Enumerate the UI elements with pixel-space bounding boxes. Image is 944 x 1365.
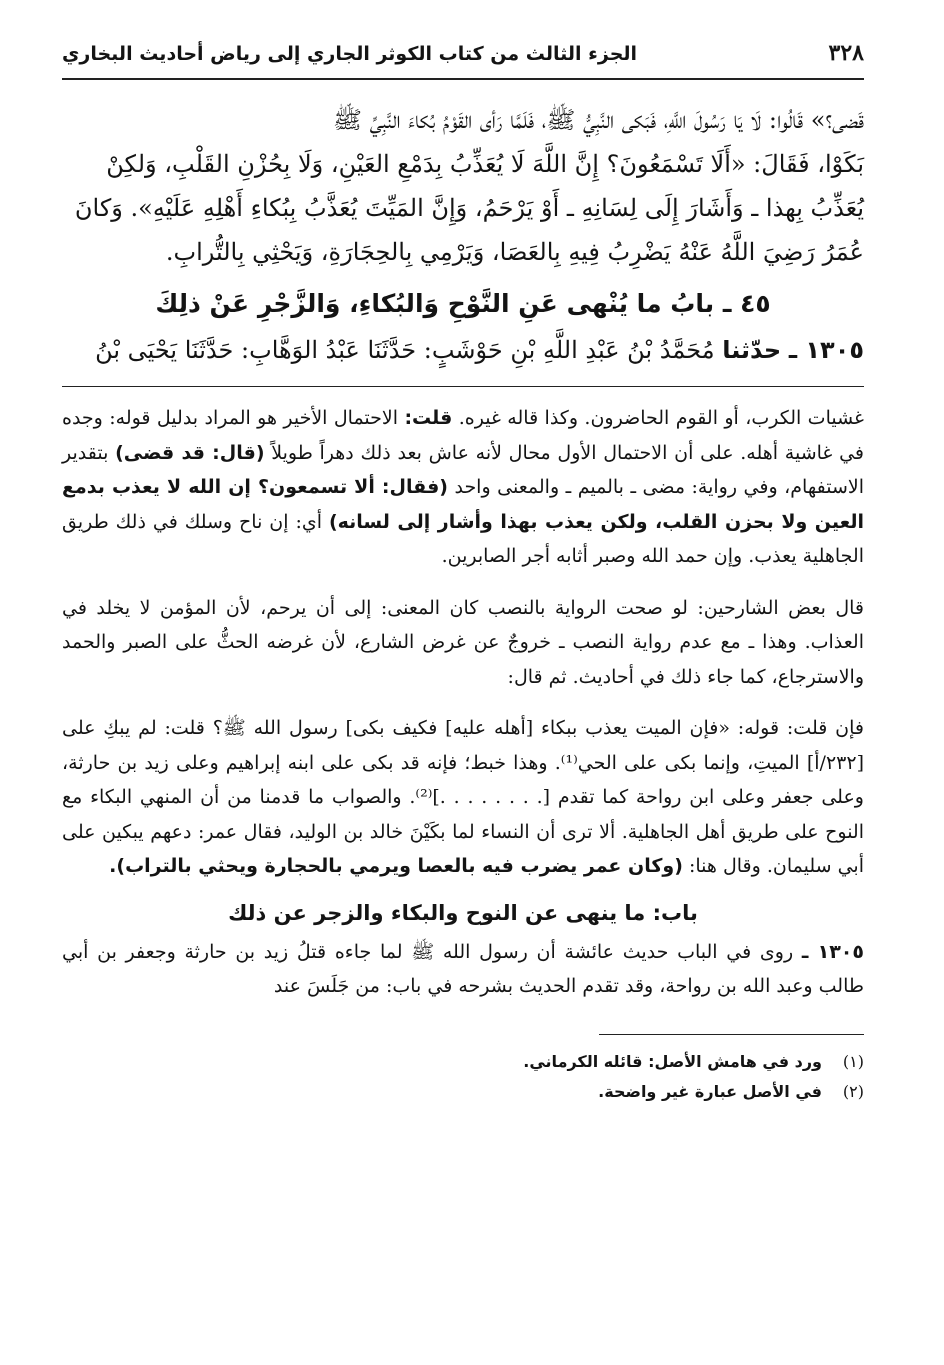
hadith-lead: حدّثنا <box>722 336 782 364</box>
footnote-text: في الأصل عبارة غير واضحة. <box>598 1081 822 1101</box>
commentary-text: روى في الباب حديث عائشة أن رسول الله ﷺ لما جاءه قتلُ زيد بن حارثة وجعفر بن أبي طالب وعبد الله بن رواحة، وقد تقدم الحديث بشرحه في باب: من جَلَسَ عند <box>62 940 864 997</box>
chapter-heading: ٤٥ ـ بابُ ما يُنْهى عَنِ النَّوْحِ وَالبُكاءِ، وَالزَّجْرِ عَنْ ذلِكَ <box>155 289 771 318</box>
hadith-number: ١٣٠٥ ـ <box>788 336 864 364</box>
footnote-text: ورد في هامش الأصل: قائله الكرماني. <box>523 1051 822 1071</box>
matn-line: بَكَوْا، فَقَالَ: «أَلَا تَسْمَعُونَ؟ إِنَّ اللَّهَ لَا يُعَذِّبُ بِدَمْعِ العَيْنِ، وَلَا بِحُزْنِ القَلْبِ، وَلكِنْ <box>106 150 864 178</box>
commentary-bold: (وكان عمر يضرب فيه بالعصا ويرمي بالحجارة ويحثي بالتراب). <box>109 855 683 877</box>
matn-line: عُمَرُ رَضِيَ اللَّهُ عَنْهُ يَضْرِبُ فِيهِ بِالعَصَا، وَيَرْمِي بِالحِجَارَةِ، وَيَحْثِي بِالتُّرابِ. <box>165 238 864 266</box>
commentary-text: الاحتمال الأخير هو المراد بدليل قوله: وجده في غاشية أهله. على أن الاحتمال الأول محال لأنه عاش بعد ذلك دهراً طويلاً <box>62 407 864 464</box>
hadith-text-block <box>62 98 864 372</box>
footnote <box>62 1077 864 1107</box>
page-header <box>62 40 864 80</box>
commentary-text: فإن قلت: قوله: «فإن الميت يعذب ببكاء [أهله عليه] فكيف بكى] رسول الله ﷺ؟ قلت: لم يبكِ على [٢٣٢/أ] الميتِ، وإنما بكى على الحي⁽¹⁾. وهذا خبط؛ فإنه قد بكى على ابنه إبراهيم وعلى زيد بن حارثة، وعلى جعفر وعلى ابن رواحة كما تقدم [. . . . . . . .]⁽²⁾. والصواب ما قدمنا من أن المنهي البكاء مع النوح على طريق أهل الجاهلية. ألا ترى أن النساء لما بكَيْنَ خالد بن الوليد، فقال عمر: دعهم يبكين على أبي سليمان. وقال هنا: <box>62 717 864 877</box>
commentary-bold: قلت: <box>404 407 453 429</box>
commentary-text: بتقدير الاستفهام، وفي رواية: مضى ـ بالميم ـ والمعنى واحد <box>62 441 864 498</box>
footnote <box>62 1047 864 1077</box>
commentary-paragraph: قال بعض الشارحين: لو صحت الرواية بالنصب كان المعنى: إلى أن يرحم، لأن المؤمن لا يخلد في العذاب. وهذا ـ مع عدم رواية النصب ـ خروجٌ عن غرض الشارع، لأن غرضه الحثُّ على الصبر والحمد والاسترجاع، كما جاء ذلك في أحاديث. ثم قال: <box>62 596 864 688</box>
commentary-text: غشيات الكرب، أو القوم الحاضرون. وكذا قاله غيره. <box>458 407 864 429</box>
separator-line <box>62 386 864 387</box>
commentary-paragraph <box>62 401 864 574</box>
running-title: الجزء الثالث من كتاب الكوثر الجاري إلى رياض أحاديث البخاري <box>62 43 638 65</box>
matn-line: قَضى؟» قَالُوا: لَا يَا رَسُولَ اللَّهِ، فَبَكى النَّبِيُّ ﷺ، فَلَمَّا رَأى القَوْمُ بُكاءَ النَّبِيِّ ﷺ <box>332 106 864 134</box>
footnote-number: (٢) <box>842 1081 864 1101</box>
book-page <box>62 40 864 1365</box>
commentary-paragraph <box>62 711 864 884</box>
hadith-chain <box>62 328 864 372</box>
commentary-bold: (قال: قد قضى) <box>115 441 265 464</box>
commentary-paragraph <box>62 935 864 1004</box>
commentary-text: أي: إن ناح وسلك في ذلك طريق الجاهلية يعذب. وإن حمد الله وصبر أثابه أجر الصابرين. <box>62 510 864 567</box>
footnote-number: (١) <box>842 1051 864 1071</box>
commentary-bold: (فقال: ألا تسمعون؟ إن الله لا يعذب بدمع العين ولا بحزن القلب، ولكن يعذب بهذا وأشار إلى لسانه) <box>62 476 864 533</box>
commentary-subheading: باب: ما ينهى عن النوح والبكاء والزجر عن ذلك <box>228 900 698 925</box>
matn-line: يُعَذِّبُ بِهذا ـ وَأَشَارَ إِلَى لِسَانِهِ ـ أَوْ يَرْحَمُ، وَإِنَّ المَيِّتَ يُعَذَّبُ بِبُكاءِ أَهْلِهِ عَلَيْهِ». وَكانَ <box>74 194 864 222</box>
commentary-block <box>62 401 864 1004</box>
footnote-separator <box>599 1034 864 1035</box>
commentary-hadith-number: ١٣٠٥ ـ <box>801 940 864 963</box>
hadith-isnad: مُحَمَّدُ بْنُ عَبْدِ اللَّهِ بْنِ حَوْشَبٍ: حَدَّثَنَا عَبْدُ الوَهَّابِ: حَدَّثَنَا يَحْيَى بْنُ <box>95 336 715 364</box>
page-number: ٣٢٨ <box>828 40 864 66</box>
footnotes <box>62 1047 864 1107</box>
